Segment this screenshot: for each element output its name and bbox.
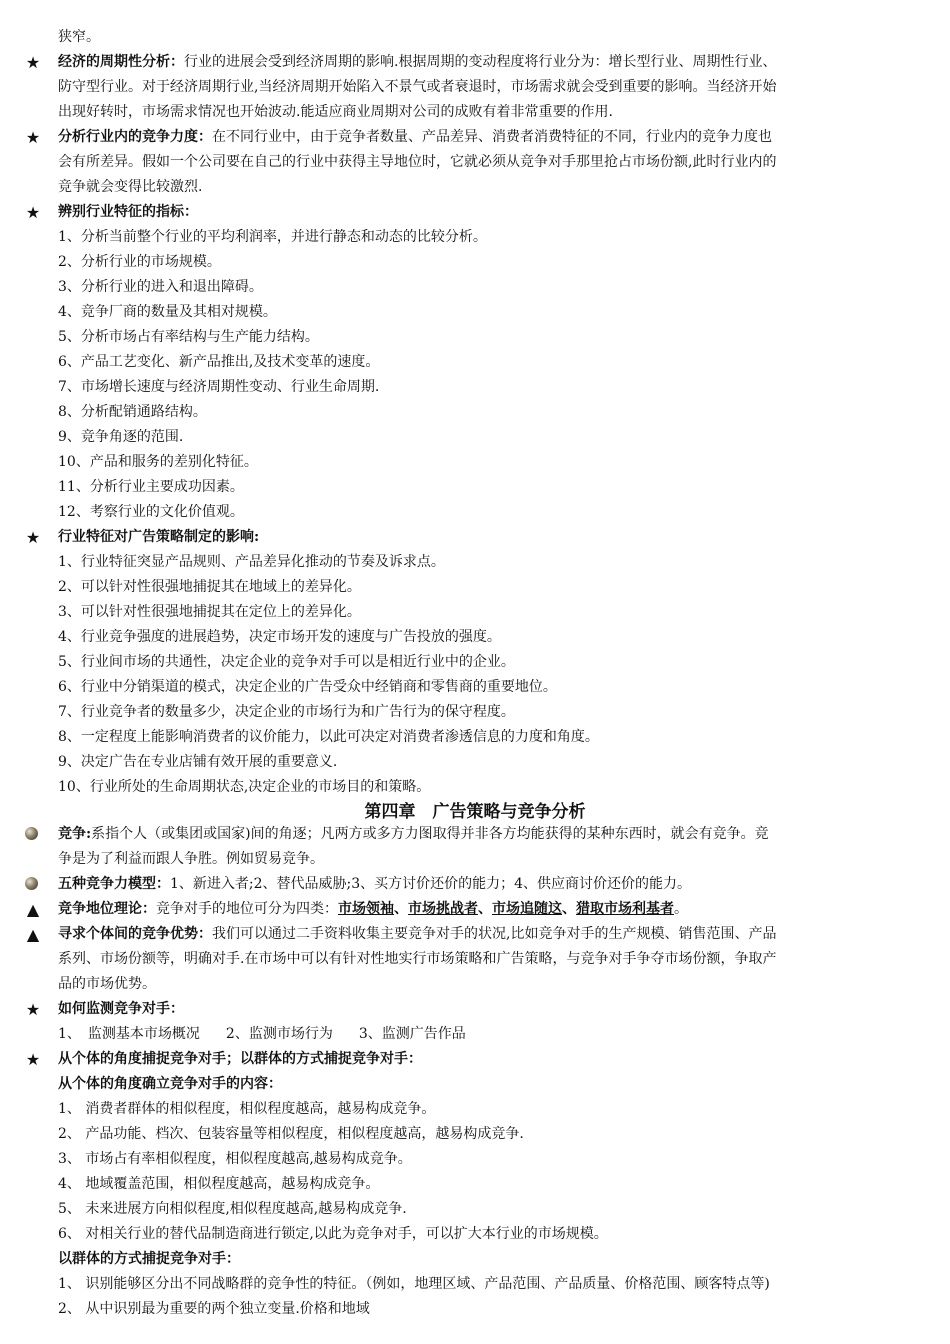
list-item: 2、可以针对性很强地捕捉其在地域上的差异化。 bbox=[58, 579, 361, 595]
paragraph-line: 竞争就会变得比较激烈. bbox=[58, 179, 203, 195]
list-item: 10、产品和服务的差别化特征。 bbox=[58, 454, 258, 470]
paragraph-line: 品的市场优势。 bbox=[58, 976, 156, 992]
list-item: 2、分析行业的市场规模。 bbox=[58, 254, 221, 270]
paragraph-line: 争是为了利益而跟人争胜。例如贸易竞争。 bbox=[58, 851, 324, 867]
group-subheading: 以群体的方式捕捉竞争对手： bbox=[58, 1251, 240, 1267]
list-item: 5、 未来进展方向相似程度,相似程度越高,越易构成竞争. bbox=[58, 1201, 407, 1217]
triangle-bullet-icon: ▲ bbox=[26, 925, 40, 944]
competition-definition-paragraph bbox=[58, 822, 928, 847]
list-item: 4、行业竞争强度的进展趋势，决定市场开发的速度与广告投放的强度。 bbox=[58, 629, 501, 645]
list-item: 5、行业间市场的共通性，决定企业的竞争对手可以是相近行业中的企业。 bbox=[58, 654, 515, 670]
paragraph-text: 竞争对手的地位可分为四类： bbox=[156, 901, 338, 917]
list-item: 3、可以针对性很强地捕捉其在定位上的差异化。 bbox=[58, 604, 361, 620]
role-market-follower: 市场追随这 bbox=[492, 901, 562, 917]
list-item: 6、行业中分销渠道的模式，决定企业的广告受众中经销商和零售商的重要地位。 bbox=[58, 679, 557, 695]
star-bullet-icon: ★ bbox=[25, 1050, 41, 1069]
economic-cycle-paragraph bbox=[58, 50, 928, 75]
five-forces-paragraph bbox=[58, 872, 928, 897]
competitive-position-paragraph bbox=[58, 897, 928, 922]
list-item: 2、 产品功能、档次、包装容量等相似程度，相似程度越高，越易构成竞争. bbox=[58, 1126, 524, 1142]
paragraph-line: 会有所差异。假如一个公司要在自己的行业中获得主导地位时，它就必须从竞争对手那里抢占市场份额,此时行业内的 bbox=[58, 154, 777, 170]
competition-heading: 竞争: bbox=[58, 826, 92, 842]
separator: 、 bbox=[562, 901, 576, 917]
list-item: 10、行业所处的生命周期状态,决定企业的市场目的和策略。 bbox=[58, 779, 431, 795]
separator: 、 bbox=[478, 901, 492, 917]
list-item: 7、行业竞争者的数量多少，决定企业的市场行为和广告行为的保守程度。 bbox=[58, 704, 515, 720]
paragraph-text: 系指个人（或集团或国家)间的角逐；凡两方或多方力图取得并非各方均能获得的某种东西时，就会有竞争。竞 bbox=[91, 826, 769, 842]
list-item: 1、 识别能够区分出不同战略群的竞争性的特征。（例如，地理区域、产品范围、产品质量、价格范围、顾客特点等) bbox=[58, 1276, 770, 1292]
list-item: 1、 消费者群体的相似程度，相似程度越高，越易构成竞争。 bbox=[58, 1101, 436, 1117]
list-item: 3、监测广告作品 bbox=[358, 1026, 466, 1042]
capture-competitors-heading: 从个体的角度捕捉竞争对手；以群体的方式捕捉竞争对手： bbox=[58, 1051, 422, 1067]
list-item: 1、分析当前整个行业的平均利润率，并进行静态和动态的比较分析。 bbox=[58, 229, 487, 245]
paragraph-line: 系列、市场份额等，明确对手.在市场中可以有针对性地实行市场策略和广告策略，与竞争对手争夺市场份额，争取产 bbox=[58, 951, 777, 967]
list-item: 6、 对相关行业的替代品制造商进行锁定,以此为竞争对手，可以扩大本行业的市场规模。 bbox=[58, 1226, 608, 1242]
list-item: 8、分析配销通路结构。 bbox=[58, 404, 207, 420]
list-item: 3、分析行业的进入和退出障碍。 bbox=[58, 279, 263, 295]
list-item: 11、分析行业主要成功因素。 bbox=[58, 479, 244, 495]
competition-intensity-paragraph bbox=[58, 125, 928, 150]
industry-indicators-heading: 辨别行业特征的指标： bbox=[58, 204, 198, 220]
star-bullet-icon: ★ bbox=[25, 528, 41, 547]
end-punctuation: 。 bbox=[674, 901, 688, 917]
role-market-leader: 市场领袖 bbox=[338, 901, 394, 917]
triangle-bullet-icon: ▲ bbox=[26, 900, 40, 919]
list-item: 12、考察行业的文化价值观。 bbox=[58, 504, 244, 520]
star-bullet-icon: ★ bbox=[25, 53, 41, 72]
list-item: 1、 监测基本市场概况 bbox=[58, 1026, 200, 1042]
list-item: 3、 市场占有率相似程度，相似程度越高,越易构成竞争。 bbox=[58, 1151, 412, 1167]
competition-intensity-heading: 分析行业内的竞争力度： bbox=[58, 129, 212, 145]
list-item: 9、竞争角逐的范围. bbox=[58, 429, 184, 445]
economic-cycle-heading: 经济的周期性分析： bbox=[58, 54, 184, 70]
list-item: 5、分析市场占有率结构与生产能力结构。 bbox=[58, 329, 319, 345]
list-item: 8、一定程度上能影响消费者的议价能力，以此可决定对消费者渗透信息的力度和角度。 bbox=[58, 729, 599, 745]
separator: 、 bbox=[394, 901, 408, 917]
monitor-competitors-heading: 如何监测竞争对手： bbox=[58, 1001, 184, 1017]
monitor-items-row bbox=[58, 1022, 928, 1047]
list-item: 4、 地域覆盖范围，相似程度越高，越易构成竞争。 bbox=[58, 1176, 380, 1192]
five-forces-heading: 五种竞争力模型： bbox=[58, 876, 170, 892]
list-item: 4、竞争厂商的数量及其相对规模。 bbox=[58, 304, 277, 320]
competitive-position-heading: 竞争地位理论： bbox=[58, 901, 156, 917]
star-bullet-icon: ★ bbox=[25, 128, 41, 147]
individual-subheading: 从个体的角度确立竞争对手的内容： bbox=[58, 1076, 282, 1092]
star-bullet-icon: ★ bbox=[25, 203, 41, 222]
paragraph-text: 行业的进展会受到经济周期的影响.根据周期的变动程度将行业分为：增长型行业、周期性行业、 bbox=[184, 54, 777, 70]
list-item: 9、决定广告在专业店铺有效开展的重要意义. bbox=[58, 754, 338, 770]
paragraph-text: 1、新进入者;2、替代品威胁;3、买方讨价还价的能力；4、供应商讨价还价的能力。 bbox=[170, 876, 692, 892]
sphere-bullet-icon bbox=[25, 877, 38, 890]
individual-advantage-heading: 寻求个体间的竞争优势： bbox=[58, 926, 212, 942]
star-bullet-icon: ★ bbox=[25, 1000, 41, 1019]
role-market-nicher: 猎取市场利基者 bbox=[576, 901, 674, 917]
sphere-bullet-icon bbox=[25, 827, 38, 840]
paragraph-line: 出现好转时，市场需求情况也开始波动.能适应商业周期对公司的成败有着非常重要的作用. bbox=[58, 104, 613, 120]
paragraph-line: 防守型行业。对于经济周期行业,当经济周期开始陷入不景气或者衰退时，市场需求就会受到重要的影响。当经济开始 bbox=[58, 79, 777, 95]
paragraph-text: 我们可以通过二手资料收集主要竞争对手的状况,比如竞争对手的生产规模、销售范围、产品 bbox=[212, 926, 777, 942]
ad-strategy-impact-heading: 行业特征对广告策略制定的影响: bbox=[58, 529, 260, 545]
list-item: 6、产品工艺变化、新产品推出,及技术变革的速度。 bbox=[58, 354, 380, 370]
list-item: 2、 从中识别最为重要的两个独立变量.价格和地域 bbox=[58, 1301, 370, 1317]
list-item: 1、行业特征突显产品规则、产品差异化推动的节奏及诉求点。 bbox=[58, 554, 445, 570]
list-item: 2、监测市场行为 bbox=[225, 1026, 333, 1042]
role-market-challenger: 市场挑战者 bbox=[408, 901, 478, 917]
paragraph-text: 在不同行业中，由于竞争者数量、产品差异、消费者消费特征的不同，行业内的竞争力度也 bbox=[212, 129, 772, 145]
list-item: 7、市场增长速度与经济周期性变动、行业生命周期. bbox=[58, 379, 380, 395]
continuation-text: 狭窄。 bbox=[58, 29, 100, 45]
individual-advantage-paragraph bbox=[58, 922, 928, 947]
chapter-title: 第四章 广告策略与竞争分析 bbox=[364, 802, 586, 822]
